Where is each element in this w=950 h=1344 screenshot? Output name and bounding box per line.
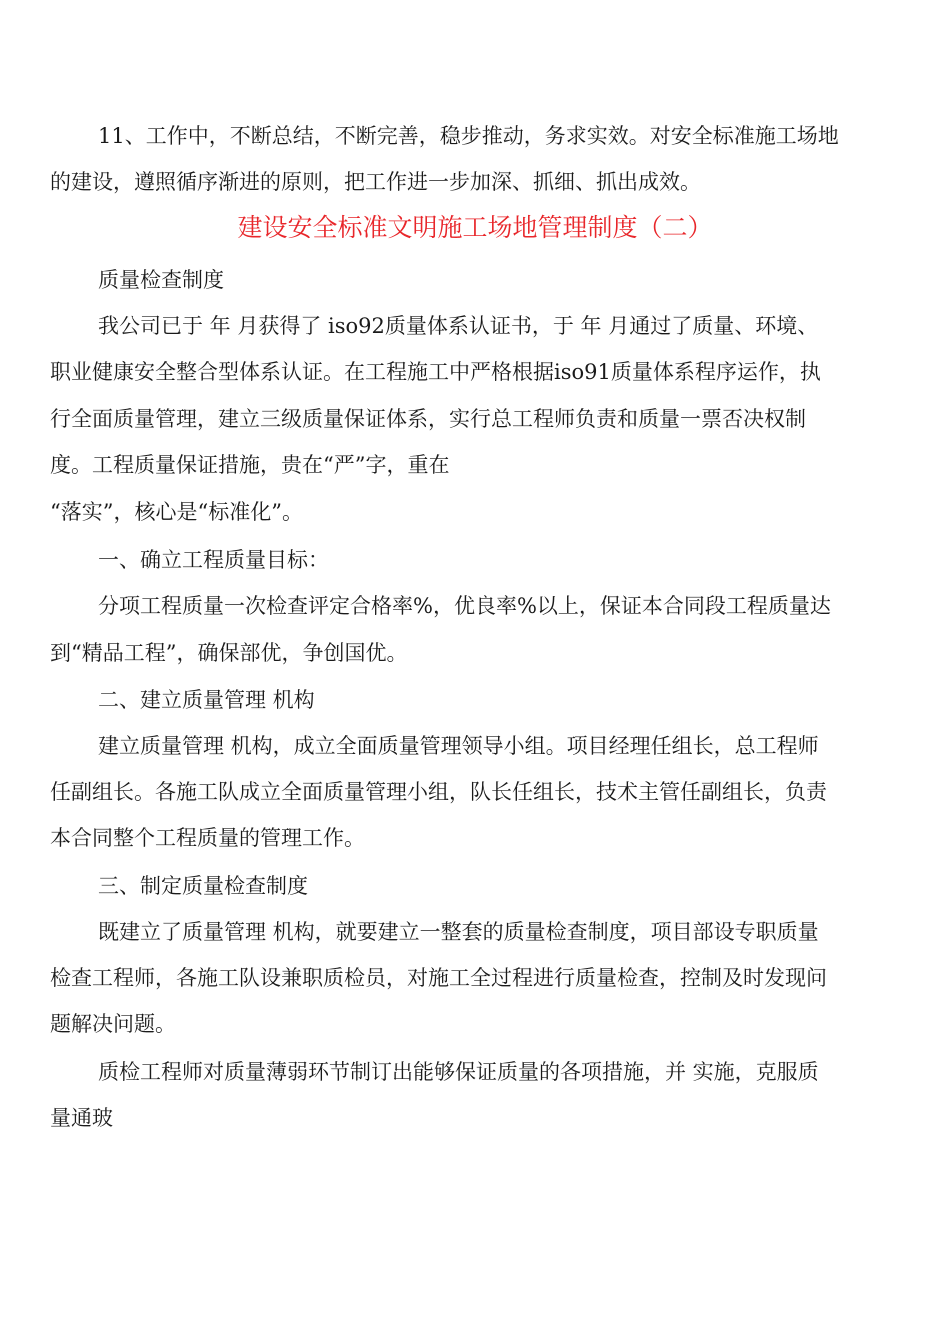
paragraph-line-11: 任副组长。各施工队成立全面质量管理小组，队长任组长，技术主管任副组长，负责 (50, 780, 827, 804)
heading-management-structure: 二、建立质量管理 机构 (98, 688, 315, 712)
paragraph-line-13: 既建立了质量管理 机构，就要建立一整套的质量检查制度，项目部设专职质量 (98, 920, 819, 944)
paragraph-line-14: 检查工程师，各施工队设兼职质检员，对施工全过程进行质量检查，控制及时发现问 (50, 966, 827, 990)
heading-quality-goal: 一、确立工程质量目标： (98, 548, 329, 572)
paragraph-line-12: 本合同整个工程质量的管理工作。 (50, 826, 365, 850)
paragraph-line-17: 量通玻 (50, 1106, 113, 1130)
paragraph-line-4: 职业健康安全整合型体系认证。在工程施工中严格根据iso91质量体系程序运作，执 (50, 360, 821, 384)
paragraph-line-3: 我公司已于 年 月获得了 iso92质量体系认证书，于 年 月通过了质量、环境、 (98, 314, 819, 338)
paragraph-line-2: 的建设，遵照循序渐进的原则，把工作进一步加深、抓细、抓出成效。 (50, 170, 701, 194)
paragraph-line-8: 分项工程质量一次检查评定合格率%，优良率%以上，保证本合同段工程质量达 (98, 594, 831, 618)
paragraph-line-10: 建立质量管理 机构，成立全面质量管理领导小组。项目经理任组长，总工程师 (98, 734, 819, 758)
paragraph-line-7: “落实”，核心是“标准化”。 (50, 500, 303, 524)
paragraph-line-5: 行全面质量管理，建立三级质量保证体系，实行总工程师负责和质量一票否决权制 (50, 407, 806, 431)
paragraph-line-1: 11、工作中，不断总结，不断完善，稳步推动，务求实效。对安全标准施工场地 (98, 124, 839, 148)
paragraph-line-16: 质检工程师对质量薄弱环节制订出能够保证质量的各项措施，并 实施，克服质 (98, 1060, 819, 1084)
paragraph-line-9: 到“精品工程”，确保部优，争创国优。 (50, 641, 408, 665)
paragraph-line-15: 题解决问题。 (50, 1012, 176, 1036)
section-title: 建设安全标准文明施工场地管理制度（二） (237, 213, 713, 242)
paragraph-line-6: 度。工程质量保证措施，贵在“严”字，重在 (50, 453, 450, 477)
heading-inspection-system: 三、制定质量检查制度 (98, 874, 308, 898)
subheading-quality-inspection: 质量检查制度 (98, 268, 224, 292)
